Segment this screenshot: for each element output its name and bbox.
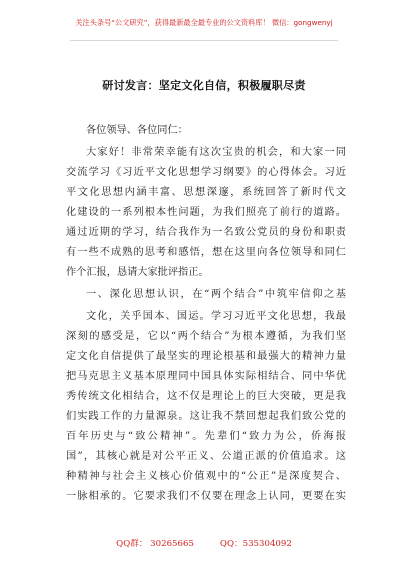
header-divider: [70, 40, 338, 41]
body-line: 种精神与社会主义核心价值观中的“公正”是深度契合、: [66, 471, 346, 482]
salutation: 各位领导、各位同仁：: [86, 125, 188, 136]
body-line: 百年历史与“致公精神”。先辈们“致力为公，侨海报: [66, 431, 346, 442]
footer-qq-group: QQ群： 30265665: [116, 539, 194, 549]
body-line: 们实践工作的力量源泉。这让我不禁回想起我们致公党的: [66, 411, 346, 422]
body-line: 化建设的一系列根本性问题，为我们照亮了前行的道路。: [66, 207, 346, 218]
body-line: 秀传统文化相结合，这不仅是理论上的巨大突破，更是我: [66, 391, 346, 402]
body-line: 平文化思想内涵丰富、思想深邃，系统回答了新时代文: [66, 187, 346, 198]
body-line: 通过近期的学习，结合我作为一名致公党员的身份和职责: [66, 227, 346, 238]
body-line: 有一些不成熟的思考和感悟，想在这里向各位领导和同仁: [66, 247, 346, 258]
body-line: 一脉相承的。它要求我们不仅要在理念上认同，更要在实: [66, 491, 346, 502]
header-note: 关注头条号“公文研究”，获得最新最全最专业的公文资料库！ 微信：gongwenyj: [75, 18, 333, 27]
footer-qq: QQ：535304092: [219, 539, 292, 549]
body-line: 深刻的感受是，它以“两个结合”为根本遵循，为我们坚: [66, 331, 346, 342]
body-line: 定文化自信提供了最坚实的理论根基和最强大的精神力量: [66, 351, 346, 362]
body-line: 交流学习《习近平文化思想学习纲要》的心得体会。习近: [66, 167, 346, 178]
body-line: 把马克思主义基本原理同中国具体实际相结合、同中华优: [66, 371, 346, 382]
body-line: 国”，其核心就是对公平正义、公道正派的价值追求。这: [66, 451, 346, 462]
body-line: 大家好！非常荣幸能有这次宝贵的机会，和大家一同: [86, 147, 346, 158]
section-heading: 一、深化思想认识，在“两个结合”中筑牢信仰之基: [86, 289, 346, 300]
body-line: 作个汇报，恳请大家批评指正。: [66, 267, 209, 278]
footer-contact: [0, 537, 408, 549]
document-title: 研讨发言：坚定文化自信，积极履职尽责: [102, 79, 306, 92]
body-line: 文化，关乎国本、国运。学习习近平文化思想，我最: [86, 311, 346, 322]
